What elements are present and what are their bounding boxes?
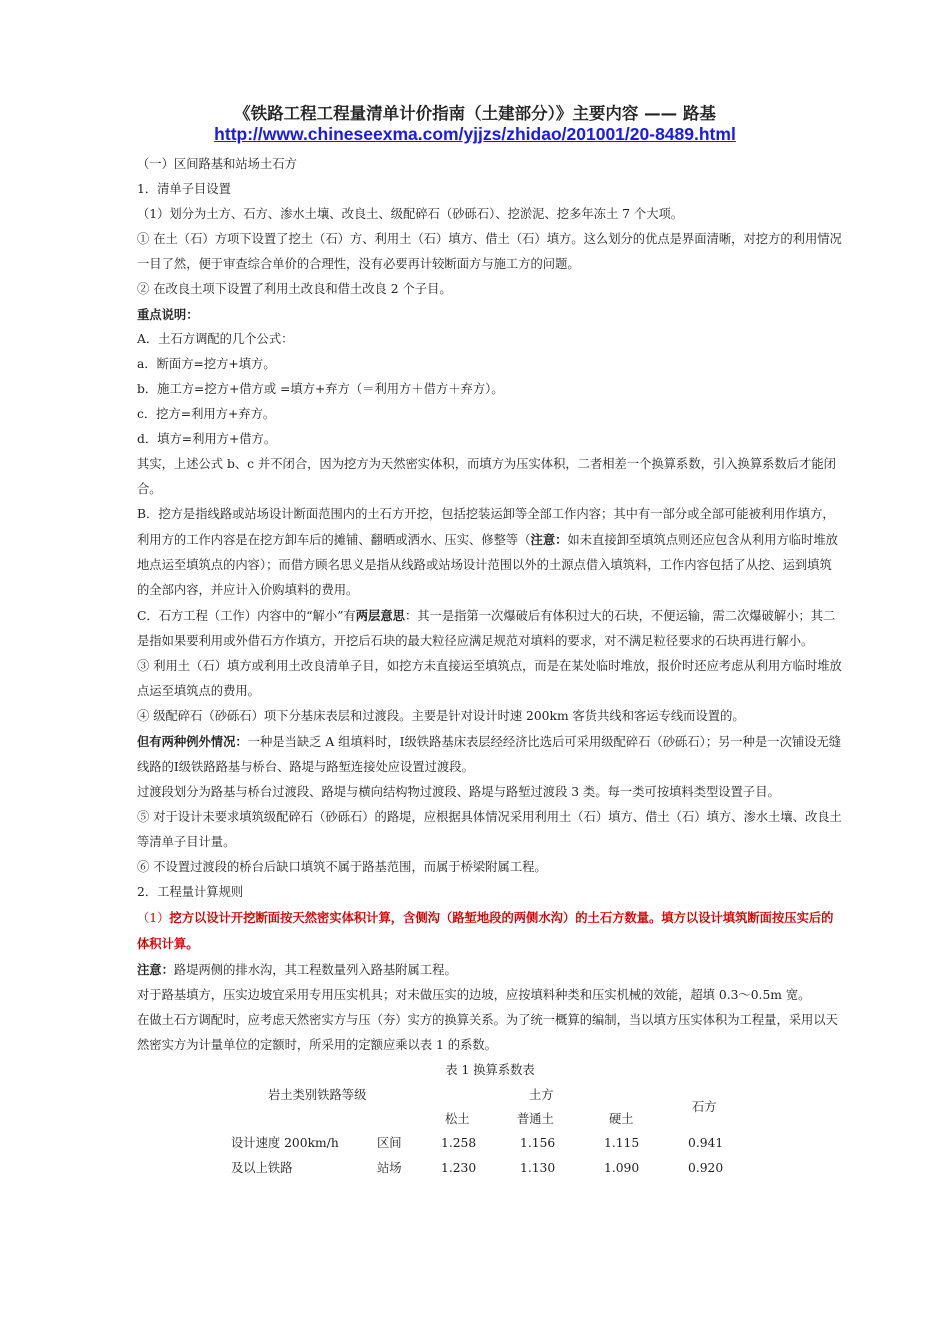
table-cell: 1.156: [520, 1136, 556, 1150]
text-run: 路堤两侧的排水沟，其工程数量列入路基附属工程。: [173, 963, 457, 977]
paragraph: ② 在改良土项下设置了利用土改良和借土改良 2 个子目。: [137, 282, 452, 296]
subsection-heading: 2．工程量计算规则: [137, 885, 244, 899]
table-cell: 1.115: [604, 1136, 640, 1150]
paragraph: A．土石方调配的几个公式：: [137, 332, 294, 346]
table-cell: 0.941: [688, 1136, 724, 1150]
table-subheader-common-soil: 普通土: [517, 1112, 554, 1126]
note-label: 注意：: [530, 532, 568, 547]
table-header-rock: 石方: [692, 1100, 717, 1114]
table-row-label: 站场: [377, 1161, 402, 1175]
table-cell: 1.130: [520, 1161, 556, 1175]
emphasis-text: 但有两种例外情况：: [137, 734, 248, 749]
table-subheader-loose-soil: 松土: [445, 1112, 470, 1126]
paragraph: [137, 957, 843, 983]
key-points-heading: 重点说明：: [137, 307, 199, 322]
table-header-earthwork: 土方: [529, 1088, 554, 1102]
paragraph: ① 在土（石）方项下设置了挖土（石）方、利用土（石）填方、借土（石）填方。这么划分的优点是界面清晰，对挖方的利用情况一目了然，便于审查综合单价的合理性，没有必要再计较断面方与施工方的问题。: [137, 232, 842, 271]
formula-line: c．挖方=利用方+弃方。: [137, 407, 276, 421]
paragraph: [137, 603, 843, 654]
section-heading: （一）区间路基和站场土石方: [137, 157, 297, 171]
text-run: 一种是当缺乏 A 组填料时，Ⅰ级铁路基床表层经经济比选后可采用级配碎石（砂砾石）；另一种是一次铺设无缝线路的Ⅰ级铁路路基与桥台、路堤与路堑连接处应设置过渡段。: [137, 735, 842, 774]
formula-line: b．施工方=挖方+借方或 =填方+弃方（＝利用方＋借方＋弃方）。: [137, 382, 504, 396]
emphasis-text: 两层意思: [355, 608, 405, 623]
table-header-category: 岩土类别铁路等级: [268, 1088, 367, 1102]
text-run: 如未直接卸至填筑点则还应包含从利用方临时堆放地点运至填筑点的内容）；而借方顾名思义是指从线路或站场设计范围以外的土源点借入填筑料，工作内容包括了从挖、运到填筑的全部内容，并应计入价购填料的费用。: [137, 533, 838, 597]
formula-line: a．断面方=挖方+填方。: [137, 357, 276, 371]
subsection-heading: 1．清单子目设置: [137, 182, 231, 196]
conversion-factor-table: [137, 1083, 843, 1208]
highlighted-rule: 挖方以设计开挖断面按天然密实体积计算，含侧沟（路堑地段的两侧水沟）的土石方数量。填方以设计填筑断面按压实后的体积计算。: [137, 910, 834, 951]
paragraph: 对于路基填方，压实边坡宜采用专用压实机具；对未做压实的边坡，应按填料种类和压实机械的效能，超填 0.3～0.5m 宽。: [137, 988, 811, 1002]
table-cell: 0.920: [688, 1161, 724, 1175]
text-run: ：其一是指第一次爆破后有体积过大的石块，不便运输，需二次爆破解小；其二是指如果要利用或外借石方作填方，开挖后石块的最大粒径应满足规范对填料的要求，对不满足粒径要求的石块再进行解小。: [137, 609, 836, 648]
paragraph: [137, 729, 843, 780]
table-rowgroup-label: 及以上铁路: [231, 1161, 293, 1175]
source-url-link[interactable]: http://www.chineseexma.com/yjjzs/zhidao/201001/20-8489.html: [214, 124, 736, 144]
paragraph: 过渡段划分为路基与桥台过渡段、路堤与横向结构物过渡段、路堤与路堑过渡段 3 类。每一类可按填料类型设置子目。: [137, 785, 780, 799]
text-run: （1）: [137, 911, 170, 925]
paragraph: （1）划分为土方、石方、渗水土壤、改良土、级配碎石（砂砾石）、挖淤泥、挖多年冻土 7 个大项。: [137, 207, 684, 221]
table-caption: 表 1 换算系数表: [445, 1063, 535, 1077]
table-subheader-hard-soil: 硬土: [609, 1112, 634, 1126]
paragraph: ③ 利用土（石）填方或利用土改良清单子目，如挖方未直接运至填筑点，而是在某处临时堆放，报价时还应考虑从利用方临时堆放点运至填筑点的费用。: [137, 659, 842, 698]
paragraph: ⑥ 不设置过渡段的桥台后缺口填筑不属于路基范围，而属于桥梁附属工程。: [137, 860, 547, 874]
table-rowgroup-label: 设计速度 200km/h: [231, 1136, 339, 1150]
text-run: C．石方工程（工作）内容中的“解小”有: [137, 609, 356, 623]
table-cell: 1.090: [604, 1161, 640, 1175]
paragraph: 在做土石方调配时，应考虑天然密实方与压（夯）实方的换算关系。为了统一概算的编制，当以填方压实体积为工程量，采用以天然密实方为计量单位的定额时，所采用的定额应乘以表 1 的系数。: [137, 1013, 838, 1052]
paragraph: 其实，上述公式 b、c 并不闭合，因为挖方为天然密实体积，而填方为压实体积，二者相差一个换算系数，引入换算系数后才能闭合。: [137, 457, 836, 496]
formula-line: d．填方=利用方+借方。: [137, 432, 277, 446]
paragraph: ④ 级配碎石（砂砾石）项下分基床表层和过渡段。主要是针对设计时速 200km 客货共线和客运专线而设置的。: [137, 709, 745, 723]
paragraph: ⑤ 对于设计未要求填筑级配碎石（砂砾石）的路堤，应根据具体情况采用利用土（石）填方、借土（石）填方、渗水土壤、改良土等清单子目计量。: [137, 810, 842, 849]
page-title: 《铁路工程工程量清单计价指南（土建部分）》主要内容 —— 路基: [234, 104, 716, 123]
table-row-label: 区间: [377, 1136, 402, 1150]
note-label: 注意：: [137, 962, 174, 977]
paragraph: [137, 905, 843, 957]
table-cell: 1.230: [441, 1161, 477, 1175]
text-run: B．挖方是指线路或站场设计断面范围内的土石方开挖，包括挖装运卸等全部工作内容；其中有一部分或全部可能被利用作填方，利用方的工作内容是在挖方卸车后的摊铺、翻晒或洒水、压实、修整等（: [137, 507, 835, 547]
table-cell: 1.258: [441, 1136, 477, 1150]
document-body: [137, 152, 843, 1208]
paragraph: [137, 502, 843, 603]
